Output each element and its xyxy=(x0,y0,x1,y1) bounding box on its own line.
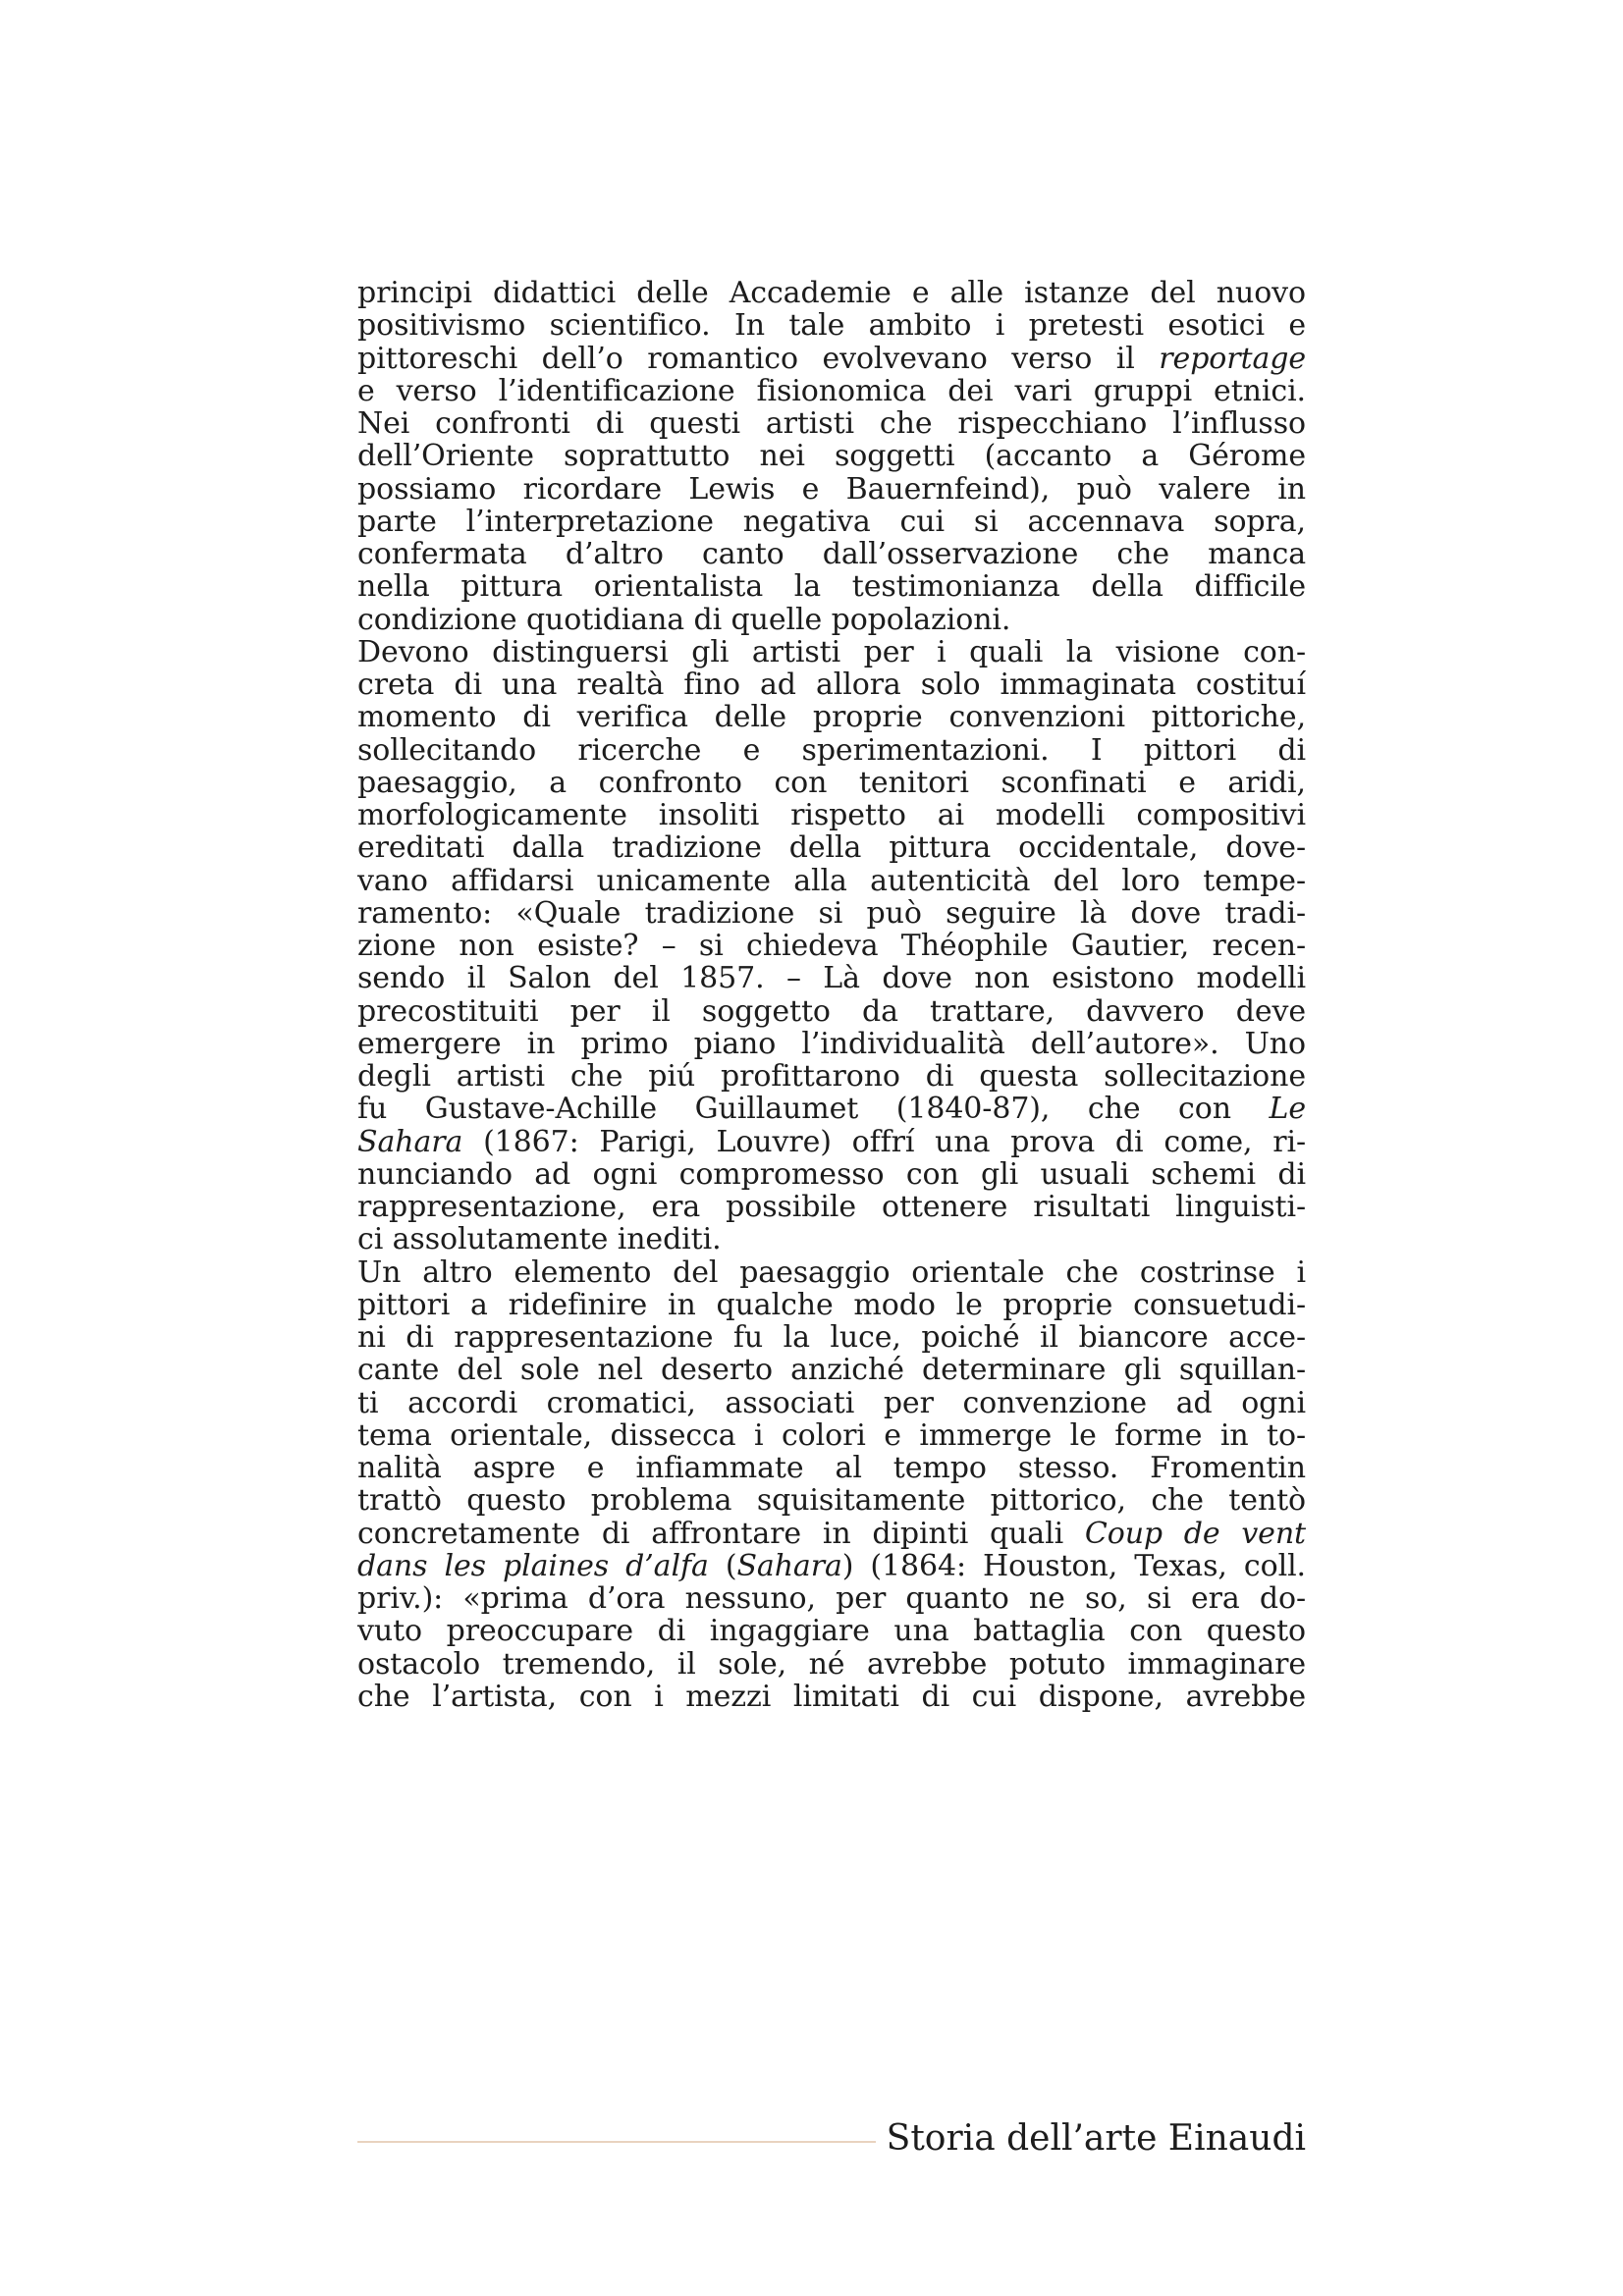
text-run: principi didattici delle Accademie e alle istanze del nuovo xyxy=(357,276,1306,310)
text-line xyxy=(357,1093,1306,1125)
text-line xyxy=(357,1648,1306,1681)
text-run: fu Gustave-Achille Guillaumet (1840-87), che con xyxy=(357,1092,1270,1127)
text-run: condizione quotidiana di quelle popolazioni. xyxy=(357,602,1011,637)
text-run: priv.): «prima d’ora nessuno, per quanto ne so, si era do- xyxy=(357,1581,1306,1616)
text-line xyxy=(357,1256,1306,1289)
text-run: ostacolo tremendo, il sole, né avrebbe potuto immaginare xyxy=(357,1646,1306,1682)
text-line xyxy=(357,1681,1306,1713)
text-run: pittori a ridefinire in qualche modo le proprie consuetudi- xyxy=(357,1287,1306,1322)
text-line xyxy=(357,1126,1306,1158)
text-run: confermata d’altro canto dall’osservazione che manca xyxy=(357,537,1306,571)
text-run: rappresentazione, era possibile ottenere risultati linguisti- xyxy=(357,1190,1306,1224)
text-line xyxy=(357,930,1306,962)
text-line xyxy=(357,277,1306,309)
text-run: ti accordi cromatici, associati per convenzione ad ogni xyxy=(357,1385,1306,1420)
text-run: creta di una realtà fino ad allora solo immaginata costituí xyxy=(357,667,1306,702)
text-run: che l’artista, con i mezzi limitati di cui dispone, avrebbe xyxy=(357,1679,1306,1714)
text-run: ramento: «Quale tradizione si può seguire là dove tradi- xyxy=(357,895,1306,931)
text-line xyxy=(357,1223,1306,1255)
text-run: positivismo scientifico. In tale ambito i pretesti esotici e xyxy=(357,308,1306,344)
text-run: vuto preoccupare di ingaggiare una battaglia con questo xyxy=(357,1614,1306,1649)
italic-title: Sahara xyxy=(736,1548,842,1583)
text-line xyxy=(357,1289,1306,1321)
text-run: Devono distinguersi gli artisti per i quali la visione con- xyxy=(357,634,1306,669)
text-run: (1867: Parigi, Louvre) offrí una prova di come, ri- xyxy=(462,1124,1306,1159)
text-line xyxy=(357,668,1306,701)
text-line xyxy=(357,1060,1306,1093)
italic-title: Le xyxy=(1269,1092,1306,1127)
text-line xyxy=(357,1484,1306,1517)
text-run: Un altro elemento del paesaggio orientale che costrinse i xyxy=(357,1255,1306,1290)
text-run: ni di rappresentazione fu la luce, poiché il biancore acce- xyxy=(357,1320,1306,1355)
text-line xyxy=(357,1582,1306,1615)
text-run: emergere in primo piano l’individualità dell’autore». Uno xyxy=(357,1026,1306,1061)
text-line xyxy=(357,767,1306,799)
text-run: e verso l’identificazione fisionomica dei vari gruppi etnici. xyxy=(357,373,1306,408)
text-line xyxy=(357,636,1306,668)
text-line xyxy=(357,734,1306,767)
text-line xyxy=(357,1354,1306,1386)
text-run: ) (1864: Houston, Texas, coll. xyxy=(841,1548,1306,1583)
text-line xyxy=(357,343,1306,375)
text-run: pittoreschi dell’o romantico evolvevano verso il xyxy=(357,341,1160,376)
text-run: precostituiti per il soggetto da trattare, davvero deve xyxy=(357,993,1306,1029)
text-run: possiamo ricordare Lewis e Bauernfeind), può valere in xyxy=(357,471,1306,507)
italic-title: reportage xyxy=(1159,341,1306,376)
text-run: momento di verifica delle proprie convenzioni pittoriche, xyxy=(357,700,1306,735)
text-line xyxy=(357,1550,1306,1582)
text-line xyxy=(357,473,1306,506)
text-line xyxy=(357,407,1306,440)
text-run: parte l’interpretazione negativa cui si accennava sopra, xyxy=(357,504,1306,539)
text-line xyxy=(357,570,1306,603)
text-line xyxy=(357,309,1306,342)
text-line xyxy=(357,604,1306,636)
text-run: nalità aspre e infiammate al tempo stesso. Fromentin xyxy=(357,1451,1306,1485)
text-line xyxy=(357,1387,1306,1419)
italic-title: dans les plaines d’alfa xyxy=(357,1548,709,1583)
text-run: paesaggio, a confronto con tenitori sconfinati e aridi, xyxy=(357,765,1306,800)
text-line xyxy=(357,1158,1306,1191)
body-text xyxy=(357,277,1306,1713)
text-run: Nei confronti di questi artisti che rispecchiano l’influsso xyxy=(357,406,1306,441)
italic-title: Coup de vent xyxy=(1084,1516,1307,1551)
text-run: morfologicamente insoliti rispetto ai modelli compositivi xyxy=(357,798,1306,832)
text-line xyxy=(357,538,1306,570)
text-run: nella pittura orientalista la testimonianza della difficile xyxy=(357,569,1306,605)
text-line xyxy=(357,1028,1306,1060)
text-line xyxy=(357,701,1306,733)
text-run: sendo il Salon del 1857. – Là dove non esistono modelli xyxy=(357,961,1306,996)
text-run: ( xyxy=(708,1548,737,1583)
text-line xyxy=(357,1452,1306,1484)
text-run: vano affidarsi unicamente alla autenticità del loro tempe- xyxy=(357,863,1306,898)
text-line xyxy=(357,1419,1306,1452)
text-run: tema orientale, dissecca i colori e immerge le forme in to- xyxy=(357,1417,1306,1453)
text-line xyxy=(357,1615,1306,1647)
footer-title: Storia dell’arte Einaudi xyxy=(886,2118,1306,2159)
text-run: nunciando ad ogni compromesso con gli usuali schemi di xyxy=(357,1156,1306,1192)
italic-title: Sahara xyxy=(357,1124,463,1159)
footer-rule xyxy=(357,2141,876,2143)
text-line xyxy=(357,375,1306,407)
text-run: cante del sole nel deserto anziché determinare gli squillan- xyxy=(357,1353,1306,1388)
text-run: trattò questo problema squisitamente pittorico, che tentò xyxy=(357,1483,1306,1519)
text-line xyxy=(357,506,1306,538)
text-line xyxy=(357,995,1306,1028)
text-line xyxy=(357,897,1306,930)
text-run: degli artisti che piú profittarono di questa sollecitazione xyxy=(357,1059,1306,1094)
text-run: ereditati dalla tradizione della pittura occidentale, dove- xyxy=(357,830,1306,866)
text-run: sollecitando ricerche e sperimentazioni. I pittori di xyxy=(357,732,1306,768)
text-line xyxy=(357,831,1306,864)
text-line xyxy=(357,440,1306,472)
text-line xyxy=(357,865,1306,897)
text-run: zione non esiste? – si chiedeva Théophile Gautier, recen- xyxy=(357,929,1306,963)
text-line xyxy=(357,1321,1306,1354)
text-run: concretamente di affrontare in dipinti quali xyxy=(357,1516,1085,1551)
text-run: ci assolutamente inediti. xyxy=(357,1222,722,1257)
text-line xyxy=(357,1518,1306,1550)
text-line xyxy=(357,1191,1306,1223)
text-line xyxy=(357,962,1306,994)
text-run: dell’Oriente soprattutto nei soggetti (accanto a Gérome xyxy=(357,439,1306,474)
text-line xyxy=(357,799,1306,831)
